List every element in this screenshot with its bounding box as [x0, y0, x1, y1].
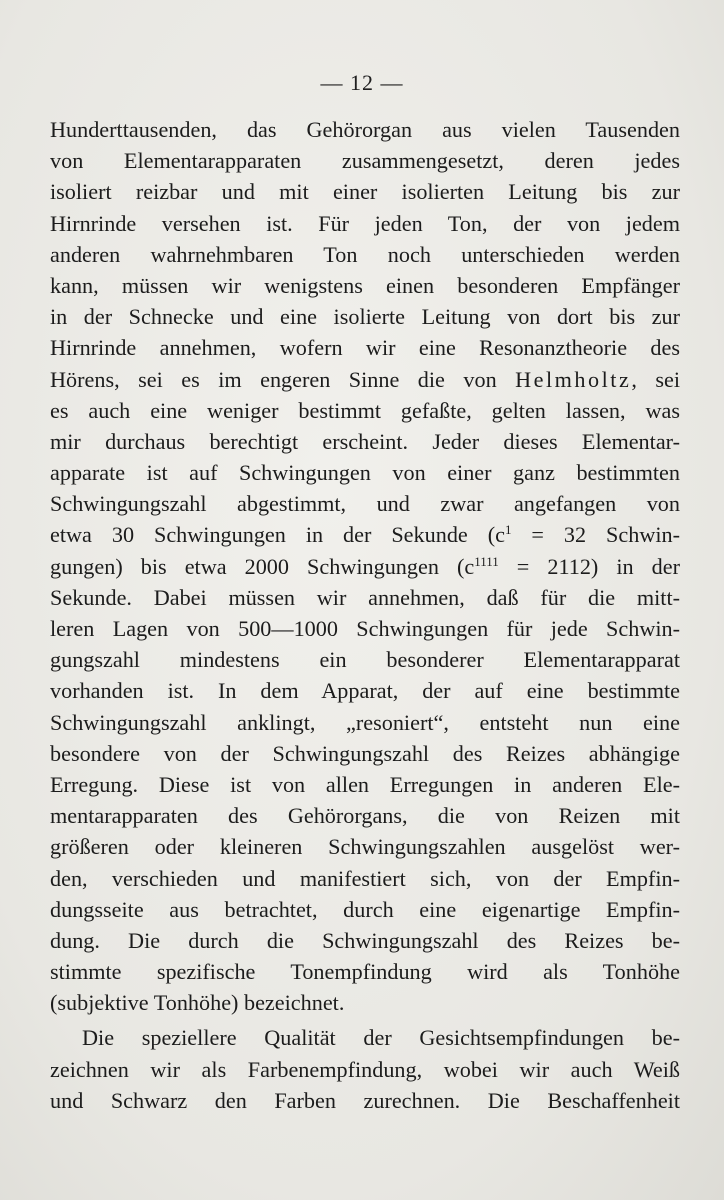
- text-line: Hirnrinde annehmen, wofern wir eine Resonanztheorie des: [50, 335, 680, 361]
- text-line: in der Schnecke und eine isolierte Leitung von dort bis zur: [50, 304, 680, 330]
- superscript: 1111: [474, 553, 499, 569]
- text-line: den, verschieden und manifestiert sich, von der Empfin-: [50, 865, 680, 891]
- paragraph-2: [50, 1022, 680, 1116]
- text-line: Die speziellere Qualität der Gesichtsempfindungen be-: [82, 1025, 680, 1051]
- text-fragment: , sei: [631, 366, 680, 392]
- text-line: stimmte spezifische Tonempfindung wird als Tonhöhe: [50, 959, 680, 985]
- text-fragment: Hörens, sei es im engeren Sinne die von: [50, 366, 516, 392]
- text-line: [50, 551, 680, 582]
- author-name: Helmholtz: [515, 366, 632, 392]
- text-line: isoliert reizbar und mit einer isolierten Leitung bis zur: [50, 179, 680, 205]
- text-line: mir durchaus berechtigt erscheint. Jeder dieses Elementar-: [50, 428, 680, 454]
- text-line: dungsseite aus betrachtet, durch eine eigenartige Empfin-: [50, 896, 680, 922]
- text-line: vorhanden ist. In dem Apparat, der auf eine bestimmte: [50, 678, 680, 704]
- text-line: Schwingungszahl anklingt, „resoniert“, entsteht nun eine: [50, 709, 680, 735]
- text-line: dung. Die durch die Schwingungszahl des Reizes be-: [50, 927, 680, 953]
- text-line: kann, müssen wir wenigstens einen besonderen Empfänger: [50, 272, 680, 298]
- text-line: Sekunde. Dabei müssen wir annehmen, daß für die mitt-: [50, 584, 680, 610]
- page-number: — 12 —: [320, 70, 404, 95]
- text-line: Erregung. Diese ist von allen Erregungen in anderen Ele-: [50, 771, 680, 797]
- body-text: [50, 114, 680, 1116]
- text-line: (subjektive Tonhöhe) bezeichnet.: [50, 990, 345, 1016]
- text-fragment: gungen) bis etwa 2000 Schwingungen (c: [50, 553, 475, 579]
- text-line: apparate ist auf Schwingungen von einer ganz bestimmten: [50, 460, 680, 486]
- text-line: und Schwarz den Farben zurechnen. Die Beschaffenheit: [50, 1087, 680, 1113]
- text-line: Hirnrinde versehen ist. Für jeden Ton, der von jedem: [50, 210, 680, 236]
- text-line: zeichnen wir als Farbenempfindung, wobei wir auch Weiß: [50, 1056, 680, 1082]
- text-line: es auch eine weniger bestimmt gefaßte, gelten lassen, was: [50, 397, 680, 423]
- text-line: mentarapparaten des Gehörorgans, die von Reizen mit: [50, 803, 680, 829]
- text-line: [50, 519, 680, 550]
- text-line: Hunderttausenden, das Gehörorgan aus vielen Tausenden: [50, 117, 680, 142]
- superscript: 1: [504, 522, 512, 538]
- text-line: [50, 364, 680, 395]
- text-line: gungszahl mindestens ein besonderer Elementarapparat: [50, 647, 680, 673]
- text-line: leren Lagen von 500—1000 Schwingungen für jede Schwin-: [50, 616, 680, 641]
- text-line: größeren oder kleineren Schwingungszahlen ausgelöst wer-: [50, 834, 680, 860]
- text-line: besondere von der Schwingungszahl des Reizes abhängige: [50, 740, 680, 766]
- text-line: Schwingungszahl abgestimmt, und zwar angefangen von: [50, 491, 680, 517]
- paragraph-1: [50, 114, 680, 1018]
- text-line: anderen wahrnehmbaren Ton noch unterschieden werden: [50, 241, 680, 267]
- text-fragment: = 2112) in der: [498, 553, 680, 579]
- text-fragment: etwa 30 Schwingungen in der Sekunde (c: [50, 522, 505, 548]
- text-fragment: = 32 Schwin-: [511, 522, 681, 548]
- text-line: von Elementarapparaten zusammengesetzt, deren jedes: [50, 148, 680, 174]
